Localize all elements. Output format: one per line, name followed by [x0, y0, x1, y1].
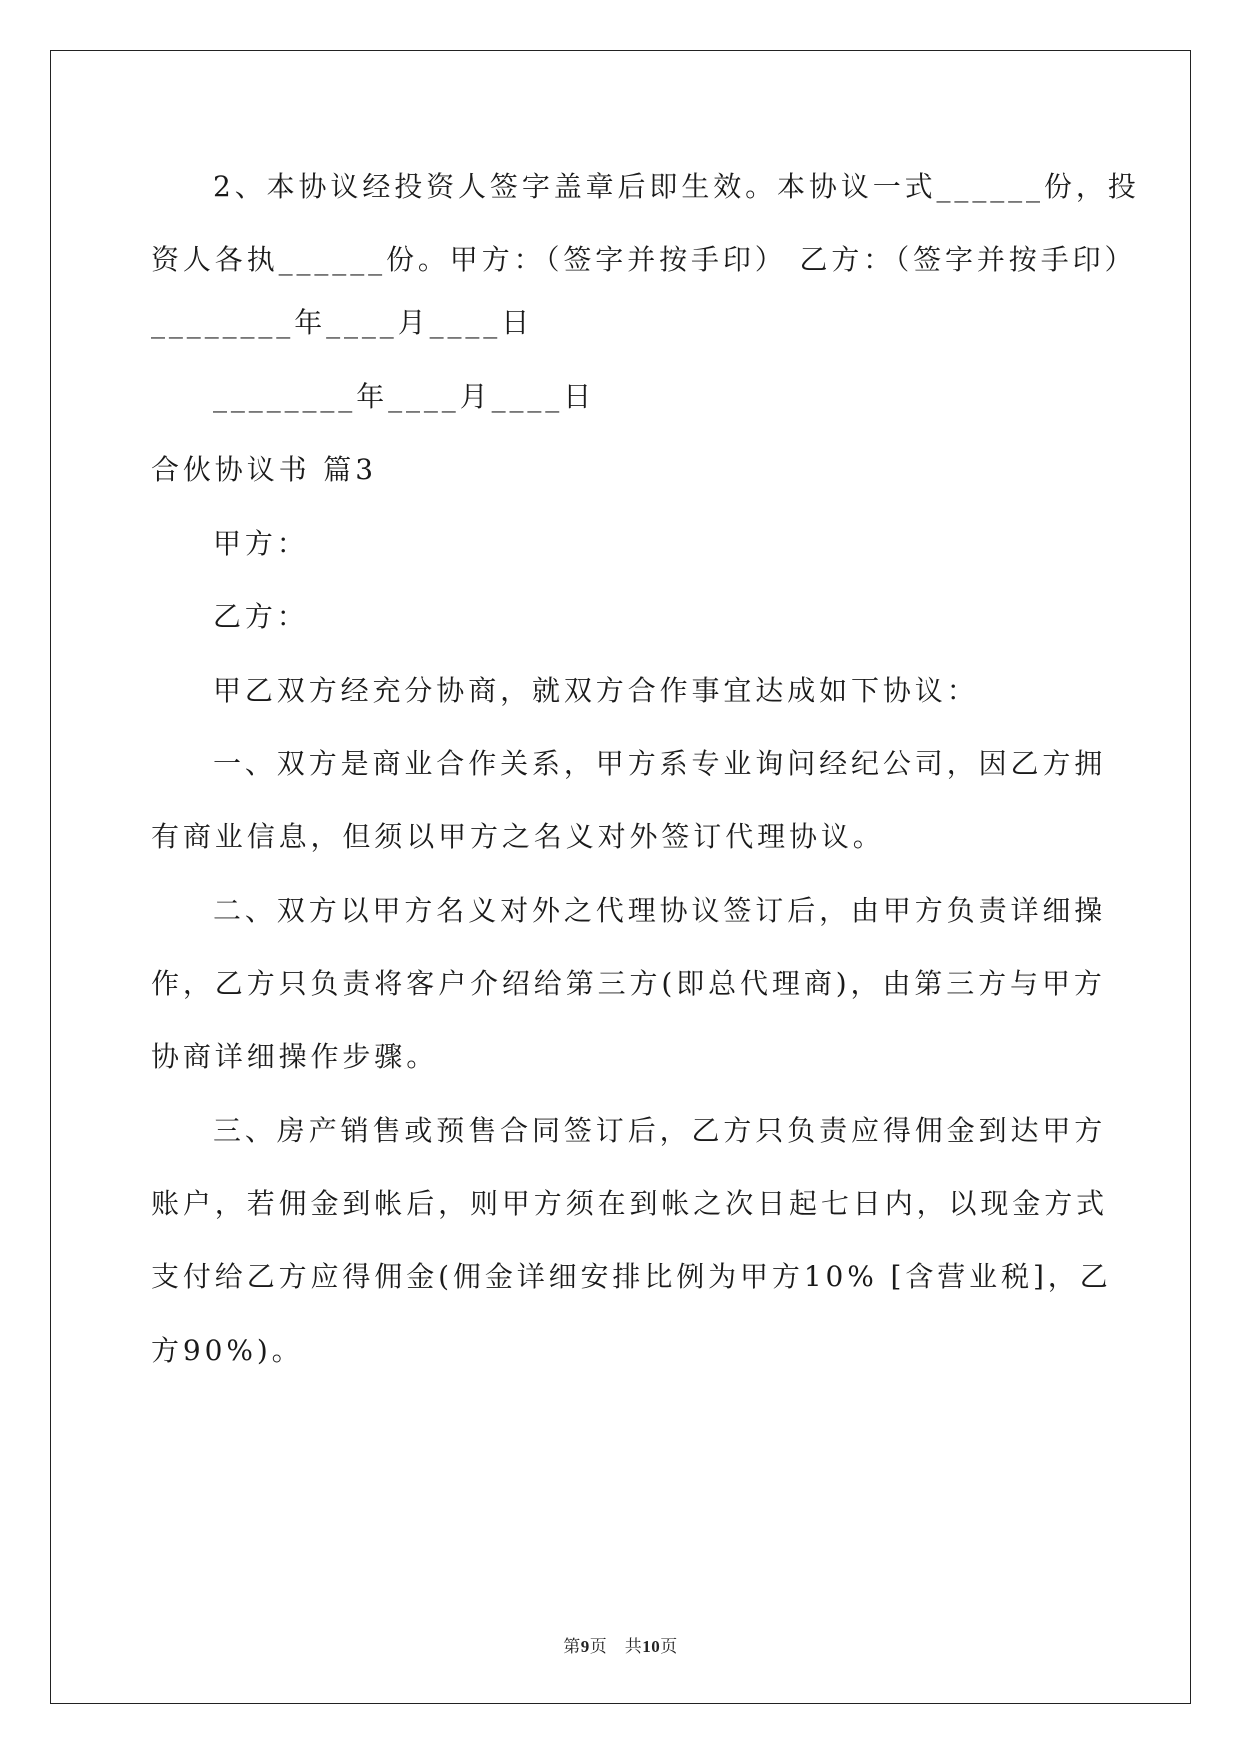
- paragraph-line: 甲乙双方经充分协商，就双方合作事宜达成如下协议：: [213, 674, 979, 707]
- paragraph-line: 有商业信息，但须以甲方之名义对外签订代理协议。: [151, 820, 885, 853]
- paragraph-line: 2、本协议经投资人签字盖章后即生效。本协议一式______份，投: [213, 170, 1140, 203]
- total-page-number: 10: [642, 1637, 661, 1656]
- party-a-label: 甲方：: [213, 527, 309, 560]
- date-line-party-a: ________年____月____日: [151, 306, 534, 339]
- paragraph-line: 二、双方以甲方名义对外之代理协议签订后，由甲方负责详细操: [213, 894, 1107, 927]
- paragraph-line: 方90%)。: [151, 1334, 304, 1367]
- section-title: 合伙协议书 篇3: [151, 453, 377, 486]
- paragraph-line: 作，乙方只负责将客户介绍给第三方(即总代理商)，由第三方与甲方: [151, 967, 1106, 1000]
- page-footer: [0, 1632, 1241, 1657]
- paragraph-line: 支付给乙方应得佣金(佣金详细安排比例为甲方10% [含营业税]，乙: [151, 1260, 1112, 1293]
- paragraph-line: 协商详细操作步骤。: [151, 1040, 439, 1073]
- footer-prefix: 第: [563, 1637, 581, 1657]
- footer-mid: 页 共: [589, 1637, 643, 1657]
- paragraph-line: 三、房产销售或预售合同签订后，乙方只负责应得佣金到达甲方: [213, 1114, 1107, 1147]
- date-line-party-b: ________年____月____日: [213, 380, 596, 413]
- page-border: [50, 50, 1191, 1704]
- current-page-number: 9: [580, 1637, 590, 1656]
- party-b-label: 乙方：: [213, 600, 309, 633]
- paragraph-line: 资人各执______份。甲方：（签字并按手印） 乙方：（签字并按手印）: [151, 243, 1137, 276]
- footer-suffix: 页: [660, 1637, 678, 1657]
- paragraph-line: 账户，若佣金到帐后，则甲方须在到帐之次日起七日内，以现金方式: [151, 1187, 1109, 1220]
- paragraph-line: 一、双方是商业合作关系，甲方系专业询问经纪公司，因乙方拥: [213, 747, 1107, 780]
